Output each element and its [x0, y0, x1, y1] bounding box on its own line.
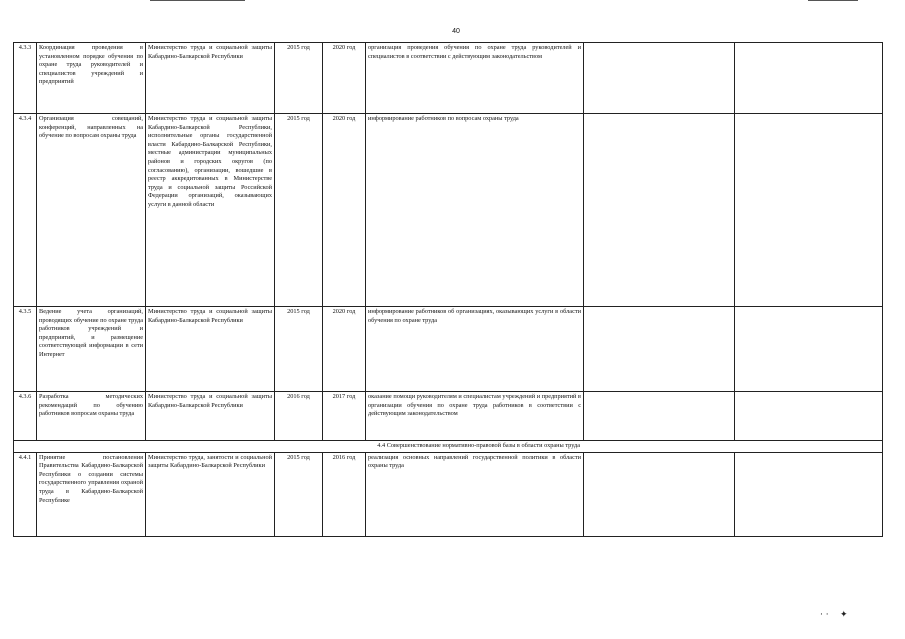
row-executor: Министерство труда и социальной защиты Кабардино-Балкарской Республики: [146, 307, 275, 392]
row-start-year: 2015 год: [275, 452, 323, 536]
row-event: Организация совещаний, конференций, направленных на обучение по вопросам охраны труда: [37, 114, 146, 307]
top-scan-line-left: [150, 0, 245, 1]
empty-cell: [735, 452, 883, 536]
empty-cell: [584, 114, 735, 307]
table-row: [14, 392, 883, 441]
row-end-year: 2016 год: [323, 452, 366, 536]
row-start-year: 2015 год: [275, 307, 323, 392]
empty-cell: [584, 307, 735, 392]
empty-cell: [735, 307, 883, 392]
row-event: Ведение учета организаций, проводящих обучение по охране труда работников учреждений и предприятий, и размещение соответствующей информации в сети Интернет: [37, 307, 146, 392]
row-result: информирование работников по вопросам охраны труда: [366, 114, 584, 307]
row-number: 4.3.5: [14, 307, 37, 392]
row-executor: Министерство труда и социальной защиты Кабардино-Балкарской Республики, исполнительные органы государственной власти Кабардино-Балкарской Республики, местные администрации муниципальных районов и городских округов (по согласованию), организации, вошедшие в реестр аккредитованных в Министерстве труда и социальной защиты Российской Федерации организаций, оказывающих услуги в данной области: [146, 114, 275, 307]
row-executor: Министерство труда, занятости и социальной защиты Кабардино-Балкарской Республики: [146, 452, 275, 536]
page-number: 40: [452, 28, 460, 35]
row-event: Принятие постановления Правительства Кабардино-Балкарской Республики о создании системы государственного управления охраной труда в Кабардино-Балкарской Республике: [37, 452, 146, 536]
row-start-year: 2015 год: [275, 43, 323, 114]
row-executor: Министерство труда и социальной защиты Кабардино-Балкарской Республики: [146, 43, 275, 114]
row-number: 4.4.1: [14, 452, 37, 536]
program-table: [13, 42, 883, 537]
row-end-year: 2020 год: [323, 114, 366, 307]
row-result: информирование работников об организациях, оказывающих услуги в области обучения по охране труда: [366, 307, 584, 392]
row-event: Разработка методических рекомендаций по обучению работников вопросам охраны труда: [37, 392, 146, 441]
section-title: 4.4 Совершенствование нормативно-правовой базы в области охраны труда: [14, 441, 883, 453]
section-header-row: [14, 441, 883, 453]
empty-cell: [735, 392, 883, 441]
empty-cell: [584, 392, 735, 441]
row-number: 4.3.3: [14, 43, 37, 114]
row-result: реализация основных направлений государственной политики в области охраны труда: [366, 452, 584, 536]
top-scan-line-right: [808, 0, 858, 1]
empty-cell: [584, 452, 735, 536]
row-end-year: 2017 год: [323, 392, 366, 441]
scan-marks: · · ✦: [820, 610, 848, 620]
table-row: [14, 43, 883, 114]
table-row: [14, 452, 883, 536]
empty-cell: [584, 43, 735, 114]
table-row: [14, 114, 883, 307]
row-start-year: 2016 год: [275, 392, 323, 441]
row-result: организация проведения обучения по охране труда руководителей и специалистов в соответствии с действующим законодательством: [366, 43, 584, 114]
row-end-year: 2020 год: [323, 307, 366, 392]
table-row: [14, 307, 883, 392]
row-end-year: 2020 год: [323, 43, 366, 114]
row-executor: Министерство труда и социальной защиты Кабардино-Балкарской Республики: [146, 392, 275, 441]
empty-cell: [735, 43, 883, 114]
empty-cell: [735, 114, 883, 307]
row-start-year: 2015 год: [275, 114, 323, 307]
row-event: Координация проведения в установленном порядке обучения по охране труда руководителей и специалистов учреждений и предприятий: [37, 43, 146, 114]
row-number: 4.3.4: [14, 114, 37, 307]
row-result: оказание помощи руководителям и специалистам учреждений и предприятий в организации обучения по охране труда работников в соответствии с действующим законодательством: [366, 392, 584, 441]
row-number: 4.3.6: [14, 392, 37, 441]
